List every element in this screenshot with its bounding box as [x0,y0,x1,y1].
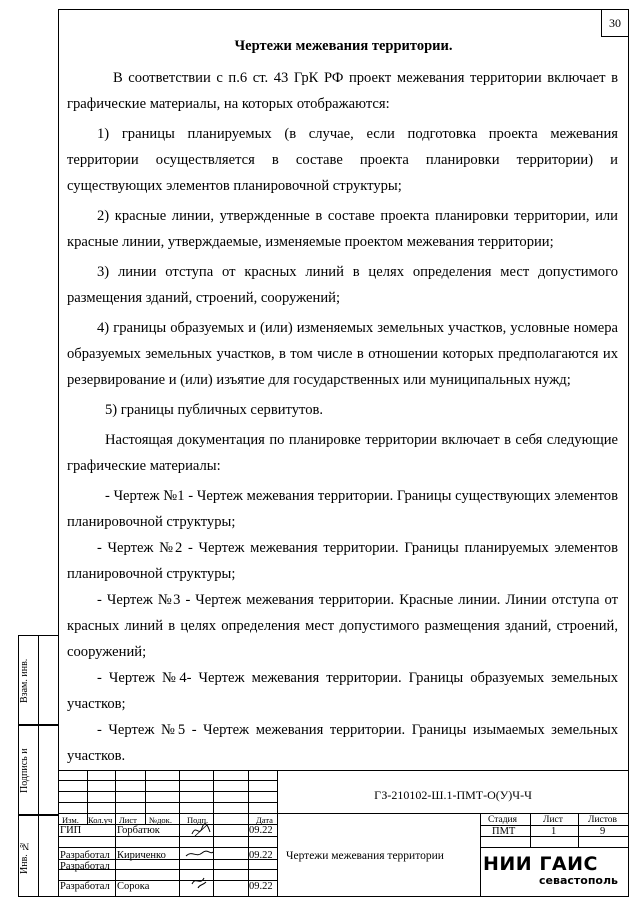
col-header-izm: Изм. [62,815,79,825]
company-logo: НИИ ГАИС [483,853,598,875]
paragraph: 2) красные линии, утвержденные в составе проекта планировки территории, или красные линии, утверждаемые, изменяемые проектом межевания территории; [67,208,618,250]
stage-header: Стадия [488,815,517,825]
row-name: Сорока [117,881,150,892]
sheets-header: Листов [588,815,618,825]
paragraph: - Чертеж №2 - Чертеж межевания территории. Границы планируемых элементов планировочной структуры; [67,540,618,582]
paragraph: Настоящая документация по планировке территории включает в себя следующие графические материалы: [67,432,618,474]
row-role: Разработал [60,850,110,861]
document-body [67,65,618,769]
page-title: Чертежи межевания территории. [234,38,453,54]
inventory-number-label: Инв. № [19,840,30,874]
signature-icon [190,822,212,842]
signature-icon [188,870,210,894]
paragraph: 3) линии отступа от красных линий в целях определения мест допустимого размещения зданий, строений, сооружений; [67,264,618,306]
row-date: 09.22 [249,825,273,836]
replaced-inventory-label: Взам. инв. [19,658,30,704]
document-code: ГЗ-210102-Ш.1-ПМТ-О(У)Ч-Ч [374,788,532,802]
sheets-value: 9 [600,826,606,837]
stage-value: ПМТ [492,826,516,837]
paragraph: 1) границы планируемых (в случае, если подготовка проекта межевания территории осуществляется в составе проекта планировки территории) и существующих элементов планировочной структуры; [67,126,618,194]
paragraph: - Чертеж №4- Чертеж межевания территории. Границы образуемых земельных участков; [67,670,618,712]
row-role: Разработал [60,881,110,892]
inventory-number-column [18,815,58,897]
sheet-header: Лист [543,815,563,825]
col-header-podp: Подп. [187,815,209,825]
title-block [58,770,629,897]
row-name: Кириченко [117,850,166,861]
signature-date-label: Подпись и [19,748,30,794]
paragraph: - Чертеж №1 - Чертеж межевания территории. Границы существующих элементов планировочной структуры; [67,488,618,530]
col-header-kol: Кол.уч [88,815,113,825]
signature-icon [184,848,214,864]
document-name: Чертежи межевания территории [286,850,444,862]
row-date: 09.22 [249,881,273,892]
signature-date-column [18,725,58,815]
paragraph: - Чертеж №5 - Чертеж межевания территории. Границы изымаемых земельных участков. [67,722,618,764]
company-logo-subtitle: севастополь [539,874,618,887]
page-frame [58,9,629,897]
paragraph: 4) границы образуемых и (или) изменяемых земельных участков, условные номера образуемых земельных участков, в том числе в отношении которых предполагаются их резервирование и (или) изъятие для государственных или муниципальных нужд; [67,320,618,388]
col-header-data: Дата [256,815,273,825]
col-header-ndok: №док. [149,815,172,825]
row-role: ГИП [60,825,82,836]
paragraph: В соответствии с п.6 ст. 43 ГрК РФ проект межевания территории включает в графические материалы, на которых отображаются: [67,70,618,112]
row-name: Горбатюк [117,825,160,836]
sheet-value: 1 [551,826,557,837]
sheet-number: 30 [601,10,628,37]
paragraph: - Чертеж №3 - Чертеж межевания территории. Красные линии. Линии отступа от красных линий в целях определения мест допустимого размещения зданий, строений, сооружений; [67,592,618,660]
row-role: Разработал [60,861,110,872]
paragraph: 5) границы публичных сервитутов. [105,402,324,418]
row-date: 09.22 [249,850,273,861]
col-header-list: Лист [119,815,137,825]
replaced-inventory-column [18,635,58,725]
